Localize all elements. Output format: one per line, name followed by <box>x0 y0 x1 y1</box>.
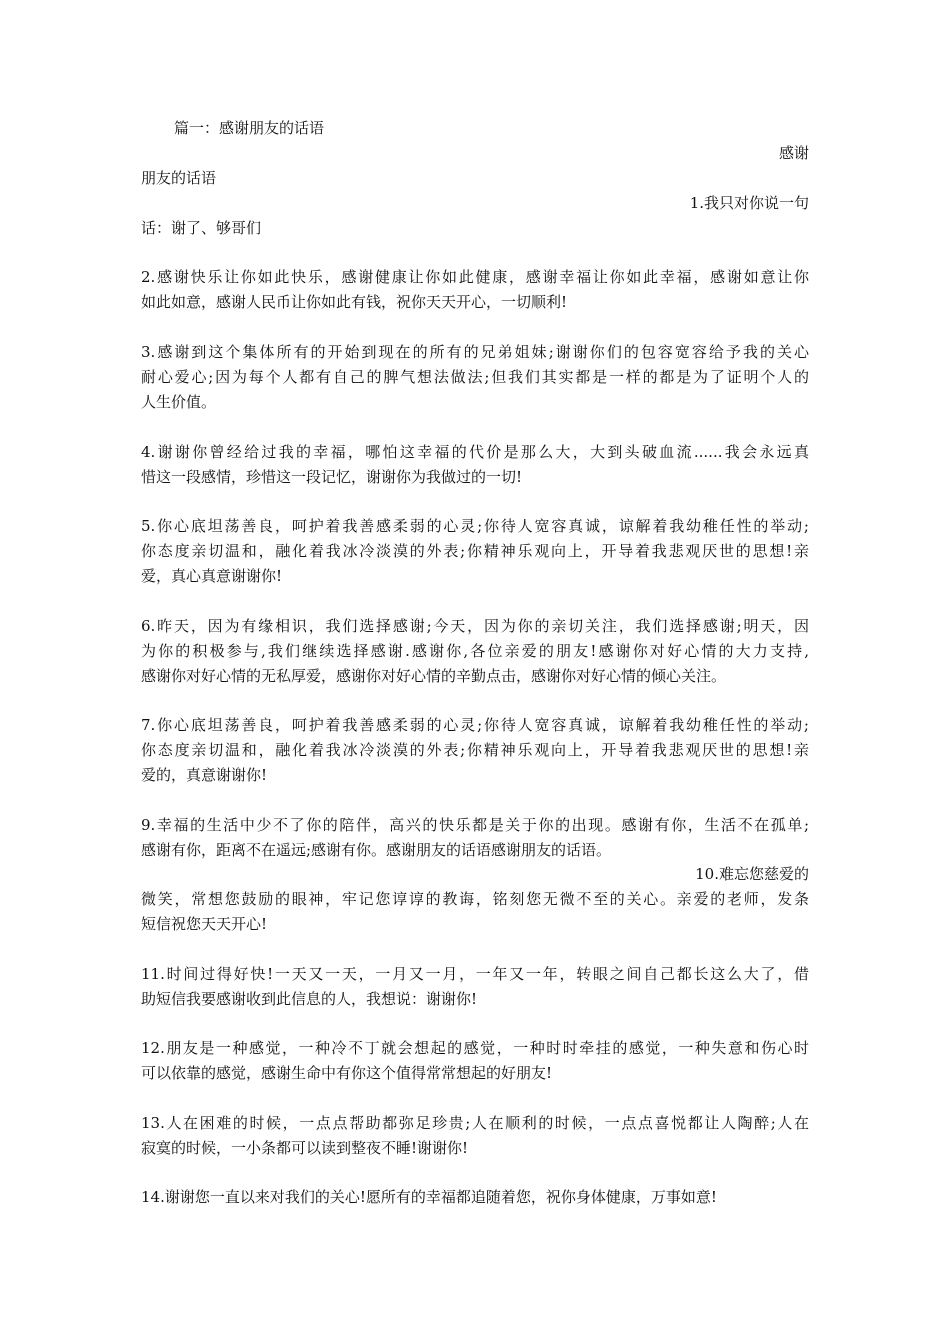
text-line: 为你的积极参与,我们继续选择感谢.感谢你,各位亲爱的朋友!感谢你对好心情的大力支持, <box>141 642 809 660</box>
text-line: 如此如意，感谢人民币让你如此有钱，祝你天天开心，一切顺利! <box>141 293 568 311</box>
text-line: 助短信我要感谢收到此信息的人，我想说：谢谢你! <box>141 990 478 1008</box>
text-line: 12.朋友是一种感觉，一种冷不丁就会想起的感觉，一种时时牵挂的感觉，一种失意和伤心时 <box>141 1039 809 1057</box>
text-line: 感谢 <box>778 144 809 162</box>
text-line: 你态度亲切温和，融化着我冰冷淡漠的外表;你精神乐观向上，开导着我悲观厌世的思想!亲 <box>141 741 809 759</box>
text-line: 14.谢谢您一直以来对我们的关心!愿所有的幸福都追随着您，祝你身体健康，万事如意! <box>141 1188 717 1206</box>
text-line: 11.时间过得好快!一天又一天，一月又一月，一年又一年，转眼之间自己都长这么大了，借 <box>141 965 809 983</box>
text-line: 10.难忘您慈爱的 <box>695 865 809 883</box>
text-line: 你态度亲切温和，融化着我冰冷淡漠的外表;你精神乐观向上，开导着我悲观厌世的思想!亲 <box>141 542 809 560</box>
text-line: 爱的，真意谢谢你! <box>141 766 268 784</box>
text-line: 1.我只对你说一句 <box>689 194 809 212</box>
text-line: 爱，真心真意谢谢你! <box>141 567 283 585</box>
text-line: 感谢你对好心情的无私厚爱，感谢你对好心情的辛勤点击，感谢你对好心情的倾心关注。 <box>141 667 727 685</box>
text-line: 寂寞的时候，一小条都可以读到整夜不睡!谢谢你! <box>141 1139 469 1157</box>
text-line: 13.人在困难的时候，一点点帮助都弥足珍贵;人在顺利的时候，一点点喜悦都让人陶醉;人在 <box>141 1114 809 1132</box>
text-line: 7.你心底坦荡善良，呵护着我善感柔弱的心灵;你待人宽容真诚，谅解着我幼稚任性的举动; <box>141 716 809 734</box>
text-line: 人生价值。 <box>141 393 217 411</box>
text-line: 可以依靠的感觉，感谢生命中有你这个值得常常想起的好朋友! <box>141 1064 553 1082</box>
text-line: 3.感谢到这个集体所有的开始到现在的所有的兄弟姐妹;谢谢你们的包容宽容给予我的关心 <box>141 343 809 361</box>
text-line: 惜这一段感情，珍惜这一段记忆，谢谢你为我做过的一切! <box>141 468 523 486</box>
text-line: 话：谢了、够哥们 <box>141 219 262 237</box>
text-line: 感谢有你，距离不在遥远;感谢有你。感谢朋友的话语感谢朋友的话语。 <box>141 841 612 859</box>
text-line: 9.幸福的生活中少不了你的陪伴，高兴的快乐都是关于你的出现。感谢有你，生活不在孤单; <box>141 816 809 834</box>
text-line: 朋友的话语 <box>141 169 217 187</box>
text-line: 5.你心底坦荡善良，呵护着我善感柔弱的心灵;你待人宽容真诚，谅解着我幼稚任性的举动; <box>141 517 809 535</box>
text-line: 4.谢谢你曾经给过我的幸福，哪怕这幸福的代价是那么大，大到头破血流......我会永远真 <box>141 443 809 461</box>
doc-title: 篇一：感谢朋友的话语 <box>174 119 325 137</box>
text-line: 耐心爱心;因为每个人都有自己的脾气想法做法;但我们其实都是一样的都是为了证明个人的 <box>141 368 809 386</box>
text-line: 2.感谢快乐让你如此快乐，感谢健康让你如此健康，感谢幸福让你如此幸福，感谢如意让你 <box>141 268 809 286</box>
text-line: 6.昨天，因为有缘相识，我们选择感谢;今天，因为你的亲切关注，我们选择感谢;明天，因 <box>141 617 809 635</box>
text-line: 短信祝您天天开心! <box>141 915 268 933</box>
text-line: 微笑，常想您鼓励的眼神，牢记您谆谆的教诲，铭刻您无微不至的关心。亲爱的老师，发条 <box>141 890 809 908</box>
